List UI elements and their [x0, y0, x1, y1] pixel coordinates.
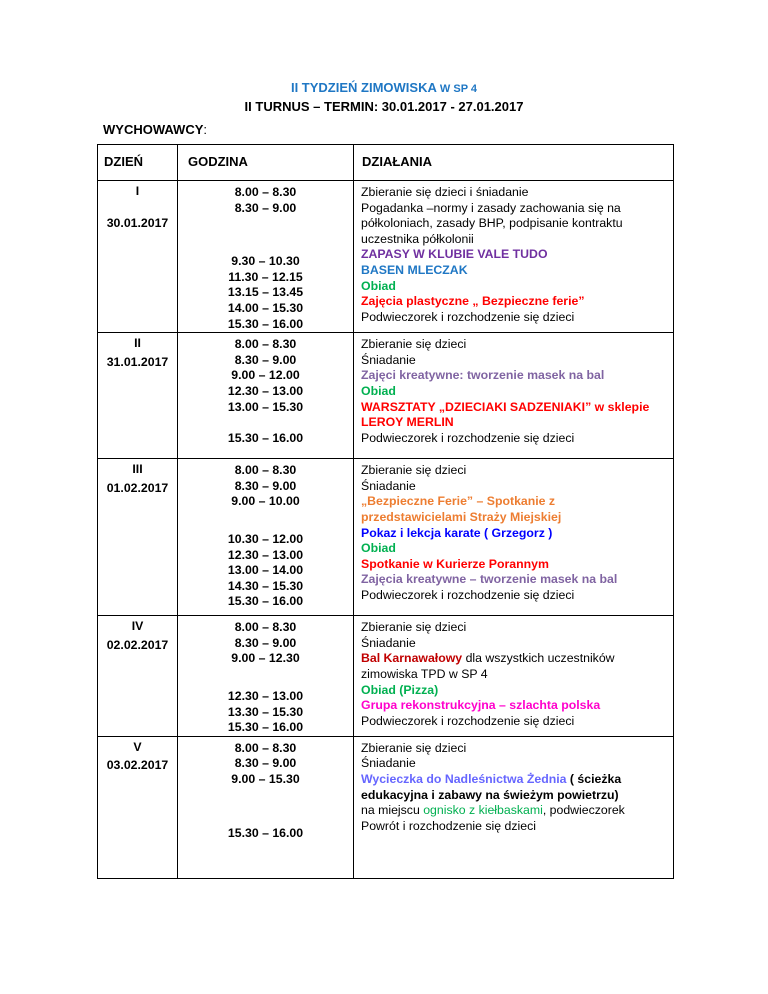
day-number: I [135, 184, 140, 198]
activity: Podwieczorek i rozchodzenie się dzieci [361, 430, 575, 445]
day-date: 30.01.2017 [106, 215, 169, 230]
time-slot: 9.30 – 10.30 [231, 254, 300, 269]
day-cell [98, 333, 178, 459]
activity: Zbieranie się dzieci [361, 337, 467, 352]
times-cell [178, 616, 354, 737]
activity: Podwieczorek i rozchodzenie się dzieci [361, 587, 575, 602]
activity: Zajęcia kreatywne – tworzenie masek na bal [361, 572, 618, 587]
table-header-row [98, 145, 674, 181]
title-main: II TYDZIEŃ ZIMOWISKA [290, 80, 437, 95]
activity: dla wszystkich uczestników [462, 651, 615, 666]
activity: Śniadanie [361, 352, 416, 367]
time-slot: 9.00 – 12.30 [231, 651, 300, 666]
activities-cell [354, 459, 674, 616]
activity: Zajęci kreatywne: tworzenie masek na bal [361, 368, 605, 383]
time-slot: 15.30 – 16.00 [227, 720, 304, 735]
table-row [98, 616, 674, 737]
educators-label: WYCHOWAWCY [103, 122, 204, 137]
activity: Grupa rekonstrukcyjna – szlachta polska [361, 698, 601, 713]
activity: , podwieczorek [542, 803, 625, 818]
day-cell [98, 736, 178, 878]
time-slot: 13.15 – 13.45 [227, 285, 304, 300]
time-slot: 8.00 – 8.30 [234, 185, 297, 199]
activity: Zbieranie się dzieci [361, 740, 467, 755]
activity: Obiad [361, 383, 396, 398]
time-slot: 15.30 – 16.00 [227, 825, 304, 840]
activity-line [361, 803, 673, 819]
activity: Zbieranie się dzieci i śniadanie [361, 185, 529, 199]
time-slot: 14.30 – 15.30 [227, 578, 304, 593]
table-row [98, 736, 674, 878]
activities-cell [354, 616, 674, 737]
time-slot: 8.30 – 9.00 [234, 478, 297, 493]
time-slot: 8.00 – 8.30 [234, 337, 297, 352]
time-slot: 8.30 – 9.00 [234, 352, 297, 367]
document-title [0, 80, 768, 95]
activity: półkoloniach, zasady BHP, podpisanie kontraktu [361, 216, 623, 231]
day-number: IV [131, 619, 144, 634]
activity: WARSZTATY „DZIECIAKI SADZENIAKI” w sklepie [361, 399, 650, 414]
table-row [98, 333, 674, 459]
activity: Bal Karnawałowy [361, 651, 463, 666]
time-slot: 10.30 – 12.00 [227, 531, 304, 546]
activity: ZAPASY W KLUBIE VALE TUDO [361, 247, 548, 262]
activity: przedstawicielami Straży Miejskiej [361, 509, 562, 524]
time-slot: 13.00 – 15.30 [227, 399, 304, 414]
day-cell [98, 181, 178, 333]
time-slot: 8.30 – 9.00 [234, 756, 297, 771]
times-cell [178, 459, 354, 616]
time-slot: 12.30 – 13.00 [227, 547, 304, 562]
activity: Zbieranie się dzieci [361, 620, 467, 635]
activity: ( ścieżka [566, 771, 622, 786]
time-slot: 8.00 – 8.30 [234, 620, 297, 635]
activity: Pogadanka –normy i zasady zachowania się na [361, 200, 621, 215]
activities-cell [354, 736, 674, 878]
activity: Śniadanie [361, 756, 416, 771]
time-slot: 12.30 – 13.00 [227, 688, 304, 703]
day-cell [98, 616, 178, 737]
activity: Zajęcia plastyczne „ Bezpieczne ferie” [361, 294, 585, 309]
activities-cell [354, 333, 674, 459]
activity: Obiad [361, 278, 396, 293]
activity: Podwieczorek i rozchodzenie się dzieci [361, 309, 575, 324]
header-actions: DZIAŁANIA [354, 145, 674, 181]
time-slot: 13.30 – 15.30 [227, 704, 304, 719]
day-number: II [134, 336, 141, 351]
activity: Spotkanie w Kurierze Porannym [361, 556, 549, 571]
activity: Śniadanie [361, 478, 416, 493]
activity: edukacyjna i zabawy na świeżym powietrzu) [361, 787, 619, 802]
activity: Wycieczka do Nadleśnictwa Żednia [361, 771, 567, 786]
time-slot: 9.00 – 10.00 [231, 494, 300, 509]
day-date: 03.02.2017 [106, 758, 169, 773]
time-slot: 8.30 – 9.00 [234, 200, 297, 215]
header-day: DZIEŃ [98, 145, 178, 181]
activities-cell [354, 181, 674, 333]
activity: zimowiska TPD w SP 4 [361, 666, 488, 681]
times-cell [178, 736, 354, 878]
time-slot: 8.00 – 8.30 [234, 463, 297, 478]
activity: Śniadanie [361, 635, 416, 650]
table-row [98, 181, 674, 333]
times-cell [178, 181, 354, 333]
times-cell [178, 333, 354, 459]
day-number: V [133, 739, 142, 754]
activity: Obiad (Pizza) [361, 682, 439, 697]
activity-line [361, 772, 673, 788]
title-school: W SP 4 [436, 83, 478, 95]
activity: na miejscu [361, 803, 424, 818]
activity: BASEN MLECZAK [361, 262, 468, 277]
activity: Zbieranie się dzieci [361, 463, 467, 478]
activity: „Bezpieczne Ferie” – Spotkanie z [361, 494, 556, 509]
time-slot: 14.00 – 15.30 [227, 300, 304, 315]
time-slot: 9.00 – 12.00 [231, 368, 300, 383]
time-slot: 13.00 – 14.00 [227, 563, 304, 578]
educators-colon: : [203, 122, 208, 137]
table-row [98, 459, 674, 616]
day-number: III [132, 462, 143, 477]
day-date: 02.02.2017 [106, 637, 169, 652]
activity: Podwieczorek i rozchodzenie się dzieci [361, 713, 575, 728]
time-slot: 11.30 – 12.15 [228, 269, 303, 284]
day-date: 31.01.2017 [106, 354, 169, 369]
document-subtitle: II TURNUS – TERMIN: 30.01.2017 - 27.01.2017 [244, 99, 524, 114]
activity: Powrót i rozchodzenie się dzieci [361, 818, 536, 833]
time-slot: 15.30 – 16.00 [227, 594, 304, 609]
time-slot: 8.30 – 9.00 [234, 635, 297, 650]
time-slot: 15.30 – 16.00 [227, 431, 304, 446]
educators-line [103, 122, 207, 137]
activity: LEROY MERLIN [361, 415, 454, 430]
activity: Obiad [361, 541, 396, 556]
day-cell [98, 459, 178, 616]
header-hour: GODZINA [178, 145, 354, 181]
activity: ognisko z kiełbaskami [423, 803, 543, 818]
time-slot: 12.30 – 13.00 [227, 383, 304, 398]
schedule-table [97, 144, 674, 879]
time-slot: 15.30 – 16.00 [227, 316, 304, 331]
time-slot: 9.00 – 15.30 [231, 771, 300, 786]
day-date: 01.02.2017 [106, 480, 169, 495]
activity: Pokaz i lekcja karate ( Grzegorz ) [361, 525, 553, 540]
time-slot: 8.00 – 8.30 [234, 740, 297, 755]
activity: uczestnika półkolonii [361, 231, 474, 246]
activity-line [361, 651, 673, 667]
